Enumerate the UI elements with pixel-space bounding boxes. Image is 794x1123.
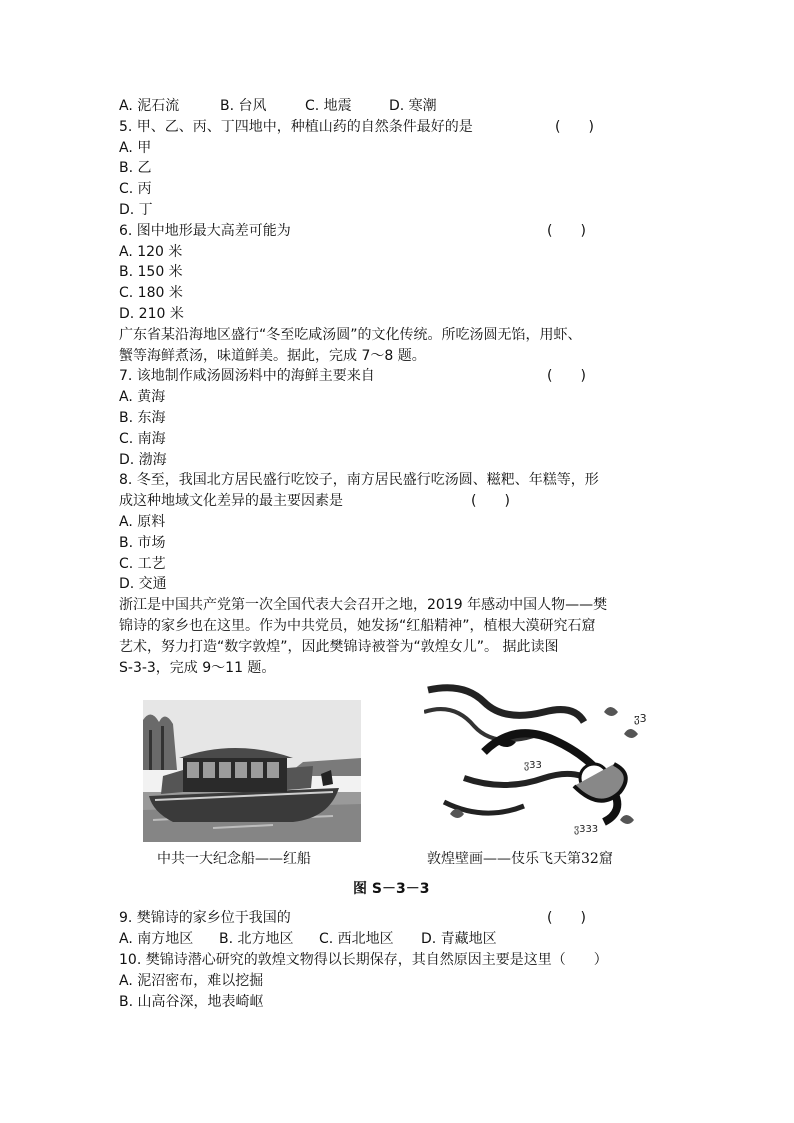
passage-line: 蟹等海鲜煮汤，味道鲜美。据此，完成 7～8 题。 xyxy=(119,347,426,364)
option[interactable]: D. 210 米 xyxy=(119,305,184,322)
passage-line: S-3-3，完成 9～11 题。 xyxy=(119,659,276,676)
option[interactable]: B. 150 米 xyxy=(119,264,183,281)
answer-blank[interactable]: ( ) xyxy=(547,910,586,927)
option[interactable]: D. 寒潮 xyxy=(389,98,437,114)
answer-blank[interactable]: ( ) xyxy=(547,222,586,239)
option[interactable]: C. 丙 xyxy=(119,181,152,198)
answer-blank[interactable]: ( ) xyxy=(471,493,510,510)
q9-stem: 9. 樊锦诗的家乡位于我国的 ( ) xyxy=(119,908,679,929)
option[interactable]: A. 120 米 xyxy=(119,243,183,260)
option[interactable]: C. 西北地区 xyxy=(319,931,394,948)
option[interactable]: C. 南海 xyxy=(119,430,166,447)
flying-apsara-drawing xyxy=(424,682,654,842)
option[interactable]: A. 南方地区 xyxy=(119,931,194,948)
option[interactable]: D. 丁 xyxy=(119,201,153,218)
passage-line: 浙江是中国共产党第一次全国代表大会召开之地，2019 年感动中国人物——樊 xyxy=(119,597,608,614)
worksheet-page xyxy=(119,96,679,1012)
q4-options xyxy=(119,96,679,117)
q5-stem: 5. 甲、乙、丙、丁四地中，种植山药的自然条件最好的是 ( ) xyxy=(119,117,679,138)
red-boat-photo xyxy=(143,700,361,842)
q10-stem: 10. 樊锦诗潜心研究的敦煌文物得以长期保存，其自然原因主要是这里（ ） xyxy=(119,951,608,968)
q6-stem: 6. 图中地形最大高差可能为 ( ) xyxy=(119,221,679,242)
svg-text:ჳ33: ჳ33 xyxy=(524,760,542,772)
caption-left: 中共一大纪念船——红船 xyxy=(157,851,311,868)
option[interactable]: A. 原料 xyxy=(119,513,166,530)
answer-blank[interactable]: ( ) xyxy=(555,118,594,135)
option[interactable]: C. 工艺 xyxy=(119,555,166,572)
option[interactable]: C. 180 米 xyxy=(119,285,183,302)
q9-options xyxy=(119,929,679,950)
q7-stem: 7. 该地制作咸汤圆汤料中的海鲜主要来自 ( ) xyxy=(119,366,679,387)
option[interactable]: A. 泥沼密布，难以挖掘 xyxy=(119,972,264,989)
option[interactable]: B. 北方地区 xyxy=(219,931,294,948)
option[interactable]: B. 山高谷深，地表崎岖 xyxy=(119,993,264,1010)
q8-stem-line1: 8. 冬至，我国北方居民盛行吃饺子，南方居民盛行吃汤圆、糍粑、年糕等，形 xyxy=(119,472,599,489)
svg-text:ჳ3: ჳ3 xyxy=(634,712,647,726)
option[interactable]: B. 市场 xyxy=(119,534,166,551)
option[interactable]: C. 地震 xyxy=(305,98,352,114)
option[interactable]: B. 台风 xyxy=(220,98,267,114)
option[interactable]: D. 交通 xyxy=(119,576,167,593)
caption-right: 敦煌壁画——伎乐飞天第32窟 xyxy=(427,851,613,868)
passage-line: 广东省某沿海地区盛行“冬至吃咸汤圆”的文化传统。所吃汤圆无馅，用虾、 xyxy=(119,326,582,343)
q8-stem-line2: 成这种地域文化差异的最主要因素是 ( ) xyxy=(119,491,679,512)
option[interactable]: D. 青藏地区 xyxy=(421,931,497,948)
option[interactable]: A. 黄海 xyxy=(119,389,166,406)
figure-s-3-3 xyxy=(119,682,679,908)
option[interactable]: D. 渤海 xyxy=(119,451,167,468)
option[interactable]: A. 泥石流 xyxy=(119,98,180,114)
passage-line: 锦诗的家乡也在这里。作为中共党员，她发扬“红船精神”，植根大漠研究石窟 xyxy=(119,617,596,634)
svg-text:ჳ333: ჳ333 xyxy=(574,824,599,836)
option[interactable]: B. 乙 xyxy=(119,160,152,177)
figure-label: 图 S－3－3 xyxy=(353,881,430,898)
option[interactable]: A. 甲 xyxy=(119,139,152,156)
answer-blank[interactable]: ( ) xyxy=(547,368,586,385)
passage-line: 艺术，努力打造“数字敦煌”，因此樊锦诗被誉为“敦煌女儿”。 据此读图 xyxy=(119,638,559,655)
option[interactable]: B. 东海 xyxy=(119,409,166,426)
